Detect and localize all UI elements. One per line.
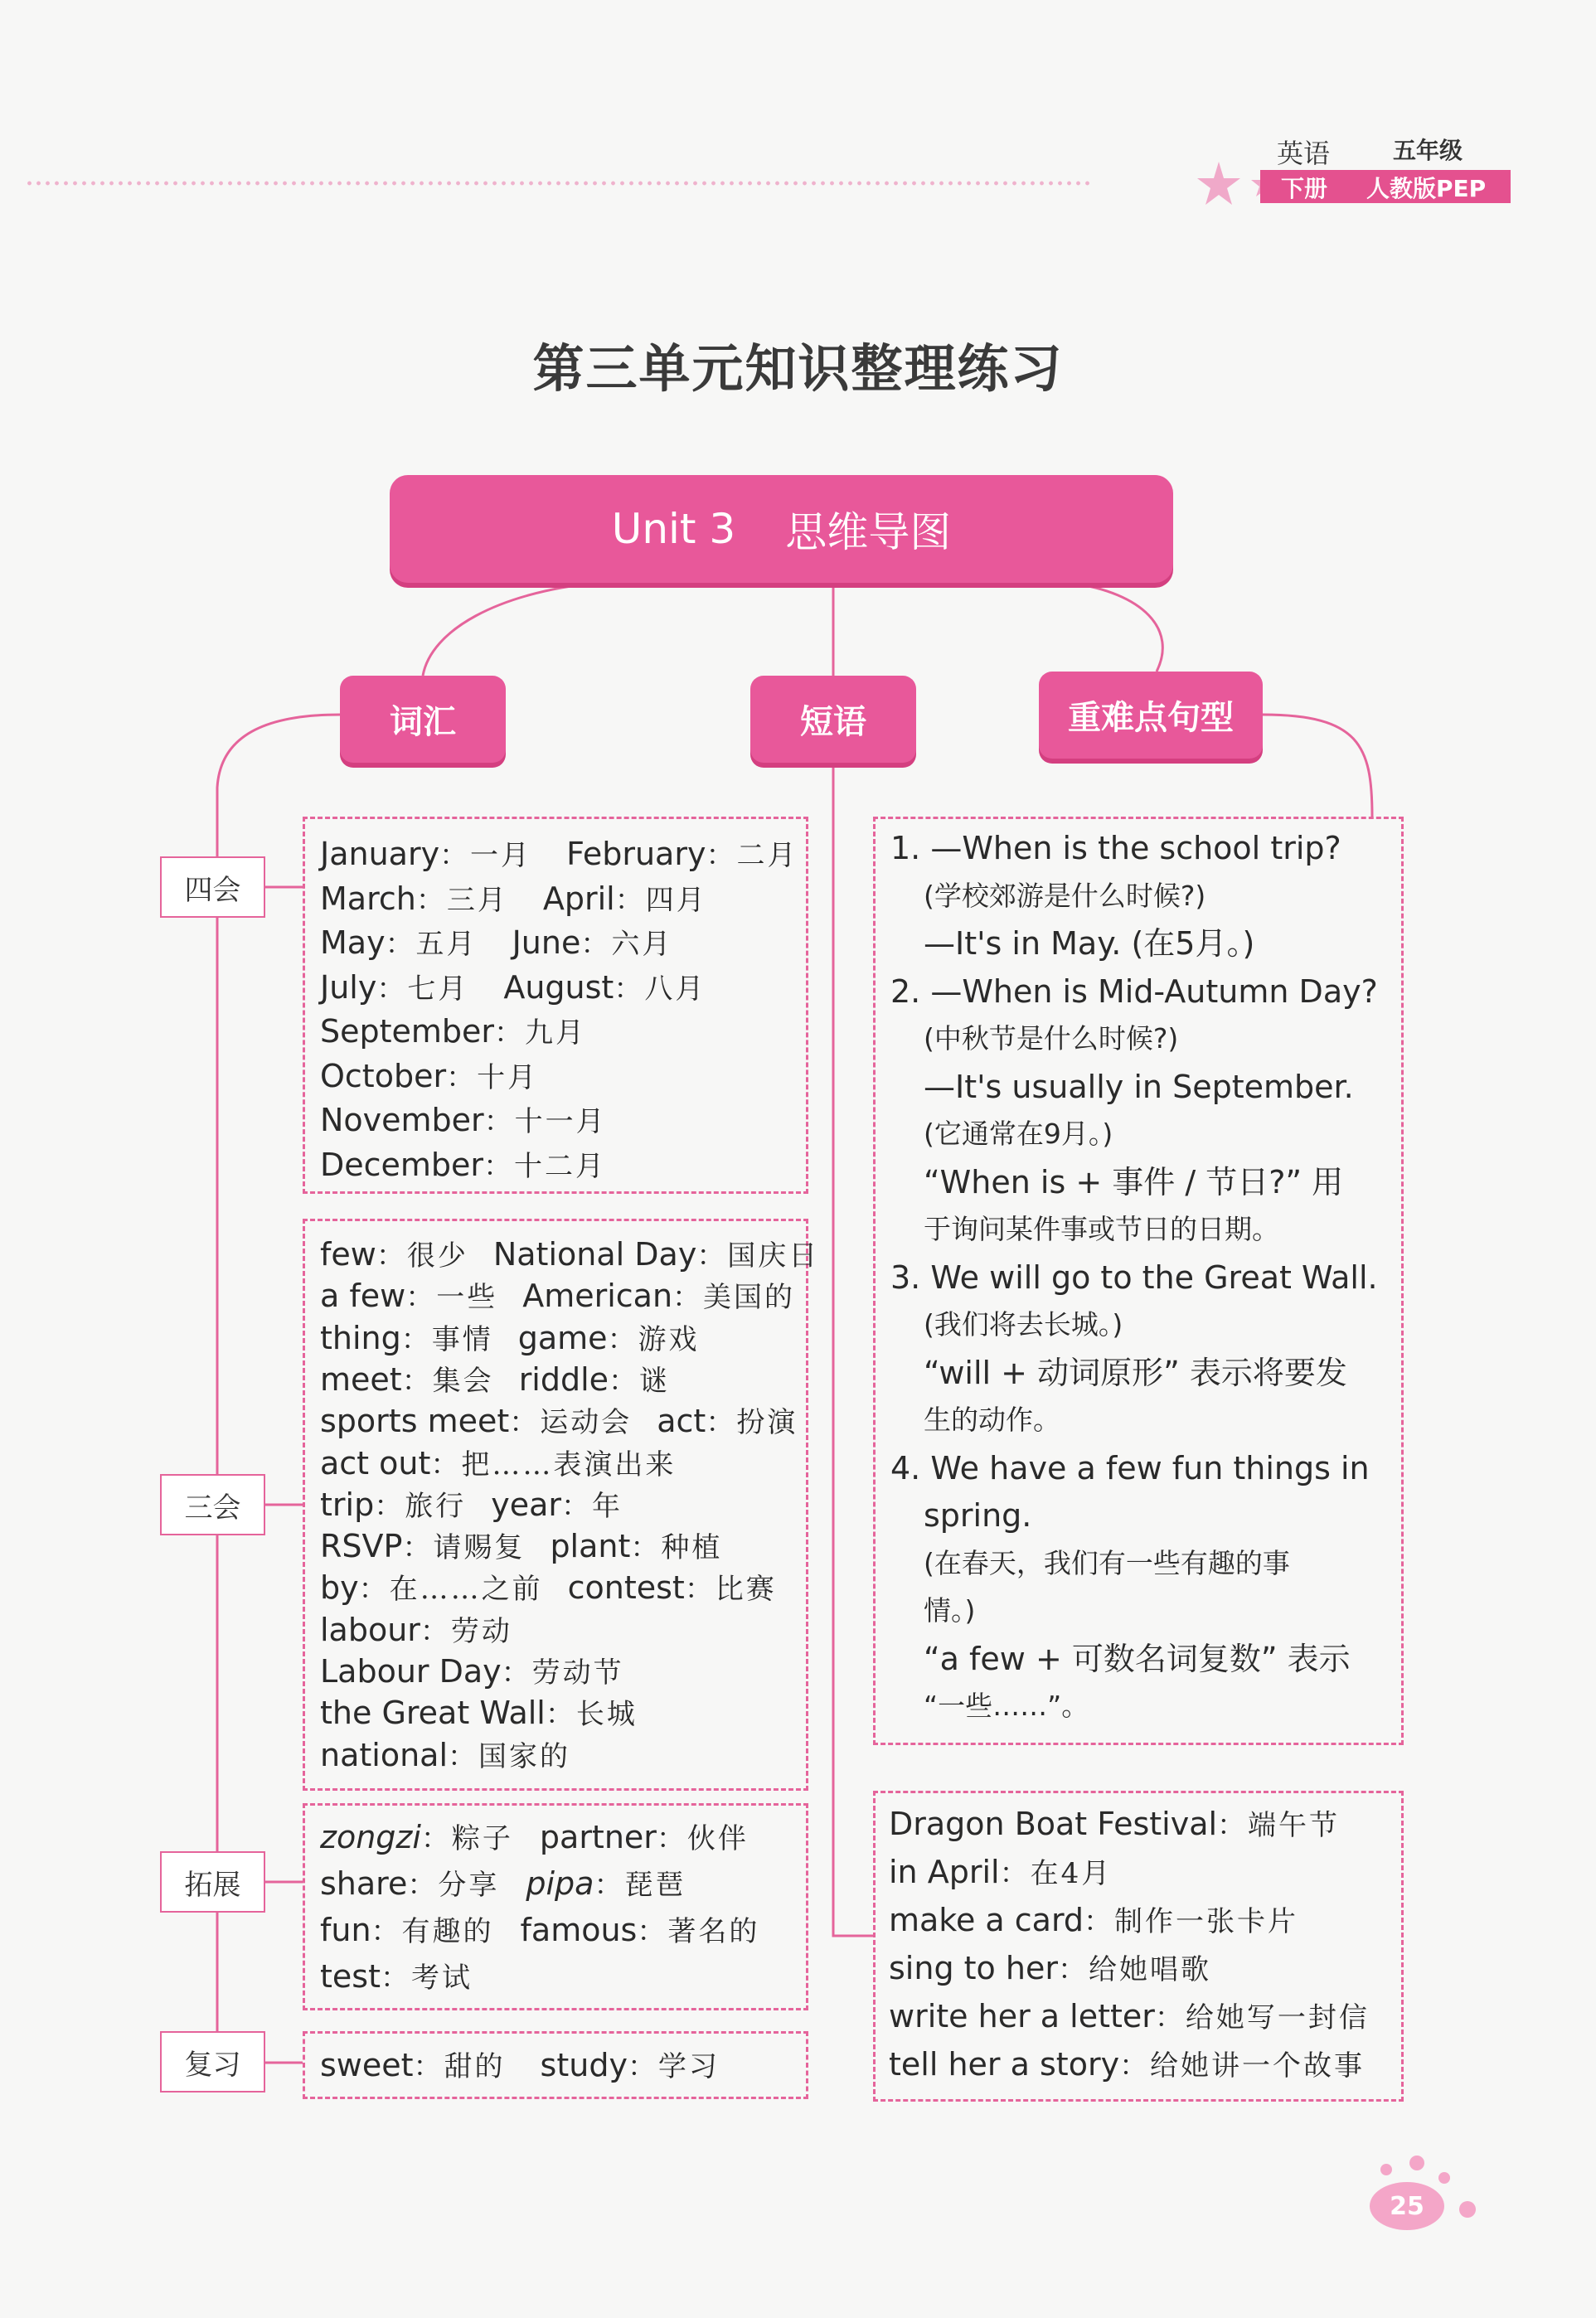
vocab-meaning: ：七月 xyxy=(376,972,469,1006)
vocab-line xyxy=(320,1651,624,1694)
sentence-line: 于询问某件事或节日的日期。 xyxy=(924,1213,1279,1245)
vocab-meaning: ：一些 xyxy=(405,1281,498,1315)
vocab-line xyxy=(320,1275,795,1318)
vocab-line xyxy=(320,1734,570,1777)
sentence-line: “When is + 事件 / 节日?” 用 xyxy=(924,1163,1344,1200)
vocab-word: fun xyxy=(320,1912,371,1948)
vocab-meaning: ：粽子 xyxy=(420,1822,513,1855)
sentence-line: 1. —When is the school trip? xyxy=(890,830,1341,866)
vocab-word: February xyxy=(566,836,706,872)
category-vocab: 词汇 xyxy=(340,676,506,763)
vocab-line xyxy=(320,1011,586,1054)
vocab-three-box xyxy=(303,1219,820,1791)
vocab-line xyxy=(320,1909,759,1952)
vocab-meaning: ：九月 xyxy=(494,1016,587,1050)
vocab-meaning: ：在……之前 xyxy=(358,1573,543,1607)
phrase-line xyxy=(889,2044,1365,2087)
vocab-word: few xyxy=(320,1236,376,1273)
vocab-meaning: ：一月 xyxy=(439,839,532,872)
sentence-line: “一些……”。 xyxy=(924,1690,1089,1722)
vocab-meaning: ：甜的 xyxy=(413,2050,506,2083)
header-subject: 英语 xyxy=(1277,138,1331,169)
vocab-word: trip xyxy=(320,1486,375,1523)
vocab-line xyxy=(320,967,706,1010)
level-label-four: 四会 xyxy=(160,856,265,918)
vocab-word: April xyxy=(542,880,615,917)
root-unit: Unit 3 xyxy=(611,505,736,553)
mindmap-root xyxy=(390,475,1173,583)
vocab-line xyxy=(320,878,707,921)
vocab-meaning: ：二月 xyxy=(706,839,798,872)
phrase-english: in April xyxy=(889,1854,1000,1890)
phrase-meaning: ：在4月 xyxy=(999,1857,1113,1890)
vocab-line xyxy=(320,1144,606,1187)
phrase-meaning: ：给她讲一个故事 xyxy=(1119,2049,1366,2083)
vocab-meaning: ：著名的 xyxy=(637,1915,760,1948)
phrase-english: tell her a story xyxy=(889,2046,1120,2083)
vocab-line xyxy=(320,1525,722,1569)
sentence-line: (学校郊游是什么时候?) xyxy=(924,879,1206,912)
phrase-line xyxy=(889,1851,1112,1894)
vocab-word: thing xyxy=(320,1319,401,1356)
vocab-line xyxy=(320,1443,676,1486)
vocab-meaning: ：考试 xyxy=(380,1962,473,1995)
vocab-word: sweet xyxy=(320,2047,414,2083)
category-sentences: 重难点句型 xyxy=(1039,672,1263,759)
vocab-meaning: ：分享 xyxy=(407,1869,500,1902)
sentence-line: “will + 动词原形” 表示将要发 xyxy=(924,1354,1347,1391)
sentence-line: 生的动作。 xyxy=(924,1404,1060,1436)
vocab-line xyxy=(320,1099,607,1142)
vocab-line xyxy=(320,1567,777,1610)
phrase-english: sing to her xyxy=(889,1950,1058,1986)
vocab-line xyxy=(320,1234,819,1277)
level-label-review: 复习 xyxy=(160,2031,265,2093)
sentence-line: (我们将去长城。) xyxy=(924,1308,1123,1341)
vocab-meaning: ：十一月 xyxy=(483,1105,607,1138)
sentence-line: —It's usually in September. xyxy=(924,1068,1354,1105)
level-label-extend: 拓展 xyxy=(160,1851,265,1913)
vocab-word: game xyxy=(517,1319,608,1356)
vocab-meaning: ：五月 xyxy=(385,928,478,961)
vocab-word: July xyxy=(320,968,377,1006)
vocab-word: famous xyxy=(520,1912,638,1948)
vocab-meaning: ：劳动节 xyxy=(501,1656,624,1690)
vocab-meaning: ：有趣的 xyxy=(371,1915,494,1948)
vocab-word: November xyxy=(320,1102,484,1138)
vocab-meaning: ：长城 xyxy=(545,1698,638,1732)
page-number: 25 xyxy=(1370,2182,1444,2230)
sentence-line: (中秋节是什么时候?) xyxy=(924,1022,1179,1055)
vocab-word: share xyxy=(320,1865,408,1902)
vocab-word: August xyxy=(503,968,614,1006)
vocab-meaning: ：国家的 xyxy=(448,1739,571,1773)
phrase-meaning: ：制作一张卡片 xyxy=(1084,1905,1299,1938)
vocab-line xyxy=(320,1956,473,1999)
vocab-word: partner xyxy=(539,1819,657,1855)
header-grade: 五年级 xyxy=(1393,137,1463,164)
vocab-line xyxy=(320,1400,798,1443)
vocab-word: Labour Day xyxy=(320,1653,502,1690)
vocab-word: a few xyxy=(320,1278,406,1315)
phrase-meaning: ：端午节 xyxy=(1217,1809,1341,1842)
vocab-line xyxy=(320,1055,538,1098)
vocab-meaning: ：谜 xyxy=(609,1364,671,1398)
sentence-line: (在春天，我们有一些有趣的事 xyxy=(924,1546,1290,1579)
vocab-meaning: ：集会 xyxy=(401,1364,494,1398)
vocab-word: study xyxy=(540,2047,628,2083)
sentence-line: “a few + 可数名词复数” 表示 xyxy=(924,1640,1351,1677)
vocab-meaning: ：劳动 xyxy=(420,1614,512,1648)
vocab-word: labour xyxy=(320,1611,420,1648)
sentences-box xyxy=(873,817,1404,1745)
vocab-meaning: ：伙伴 xyxy=(656,1822,749,1855)
vocab-line xyxy=(320,1609,512,1652)
vocab-line xyxy=(320,1692,638,1735)
vocab-meaning: ：八月 xyxy=(614,972,706,1006)
vocab-meaning: ：种植 xyxy=(630,1531,723,1565)
vocab-meaning: ：十二月 xyxy=(483,1149,607,1183)
vocab-meaning: ：学习 xyxy=(627,2050,720,2083)
vocab-word: national xyxy=(320,1736,449,1773)
phrase-line xyxy=(889,1996,1370,2039)
root-label: 思维导图 xyxy=(785,508,952,556)
vocab-line xyxy=(320,2044,720,2088)
phrases-box xyxy=(873,1791,1404,2102)
vocab-four-box xyxy=(303,817,808,1194)
vocab-word: March xyxy=(320,880,416,917)
header-volume: 下册 xyxy=(1281,175,1328,202)
vocab-meaning: ：把……表演出来 xyxy=(430,1448,677,1481)
vocab-line xyxy=(320,1816,749,1860)
phrase-english: Dragon Boat Festival xyxy=(889,1806,1218,1842)
phrase-english: make a card xyxy=(889,1902,1084,1938)
page-dot xyxy=(1380,2164,1392,2175)
vocab-meaning: ：三月 xyxy=(415,883,508,917)
page-dot xyxy=(1409,2156,1424,2170)
sentence-line: 4. We have a few fun things in xyxy=(890,1449,1370,1486)
sentence-line: 2. —When is Mid-Autumn Day? xyxy=(890,972,1378,1010)
vocab-word: RSVP xyxy=(320,1528,403,1565)
vocab-meaning: ：运动会 xyxy=(509,1406,633,1440)
vocab-meaning: ：琵琶 xyxy=(594,1869,686,1902)
vocab-word: act out xyxy=(320,1444,431,1481)
phrase-meaning: ：给她写一封信 xyxy=(1154,2001,1370,2034)
vocab-word: October xyxy=(320,1057,447,1094)
vocab-line xyxy=(320,1484,623,1527)
vocab-word: June xyxy=(512,924,581,961)
level-label-three: 三会 xyxy=(160,1474,265,1535)
vocab-word: riddle xyxy=(518,1360,609,1398)
vocab-meaning: ：十月 xyxy=(446,1060,539,1094)
phrase-line xyxy=(889,1899,1298,1942)
vocab-meaning: ：扮演 xyxy=(706,1406,798,1440)
vocab-word: pipa xyxy=(526,1865,594,1902)
vocab-word: December xyxy=(320,1146,484,1183)
sentence-line: (它通常在9月。) xyxy=(924,1118,1113,1150)
vocab-meaning: ：很少 xyxy=(376,1239,468,1273)
vocab-meaning: ：请赐复 xyxy=(402,1531,526,1565)
vocab-word: test xyxy=(320,1958,381,1995)
page-dot xyxy=(1459,2201,1476,2218)
vocab-word: act xyxy=(657,1403,706,1440)
sentence-line: —It's in May. (在5月。) xyxy=(924,925,1255,962)
vocab-word: American xyxy=(522,1278,673,1315)
vocab-line xyxy=(320,1317,700,1360)
vocab-word: sports meet xyxy=(320,1403,510,1440)
phrase-meaning: ：给她唱歌 xyxy=(1057,1953,1211,1986)
vocab-word: plant xyxy=(550,1528,631,1565)
vocab-word: September xyxy=(320,1013,495,1050)
page-title: 第三单元知识整理练习 xyxy=(532,338,1064,399)
vocab-word: January xyxy=(320,836,440,872)
vocab-line xyxy=(320,1359,670,1402)
vocab-line xyxy=(320,922,672,965)
vocab-meaning: ：四月 xyxy=(614,883,707,917)
vocab-word: year xyxy=(491,1486,561,1523)
vocab-word: May xyxy=(320,924,386,961)
phrase-line xyxy=(889,1803,1340,1846)
vocab-word: the Great Wall xyxy=(320,1695,546,1732)
vocab-meaning: ：事情 xyxy=(400,1322,493,1356)
vocab-word: National Day xyxy=(492,1236,697,1273)
vocab-meaning: ：美国的 xyxy=(672,1281,796,1315)
vocab-meaning: ：六月 xyxy=(580,928,673,961)
vocab-word: contest xyxy=(567,1569,685,1607)
page-dot xyxy=(1438,2172,1450,2184)
phrase-english: write her a letter xyxy=(889,1998,1155,2034)
vocab-extend-box xyxy=(303,1803,808,2010)
vocab-word: zongzi xyxy=(320,1819,421,1855)
header-edition: 人教版PEP xyxy=(1366,175,1487,202)
phrase-line xyxy=(889,1947,1211,1991)
vocab-word: by xyxy=(320,1569,359,1607)
vocab-meaning: ：年 xyxy=(560,1489,623,1523)
vocab-meaning: ：旅行 xyxy=(374,1489,467,1523)
sentence-line: 3. We will go to the Great Wall. xyxy=(890,1258,1378,1296)
vocab-meaning: ：游戏 xyxy=(607,1322,700,1356)
sentence-line: 情。) xyxy=(924,1594,976,1627)
vocab-word: meet xyxy=(320,1360,402,1398)
sentence-line: spring. xyxy=(924,1497,1032,1534)
vocab-meaning: ：国庆日 xyxy=(696,1239,820,1273)
category-phrases: 短语 xyxy=(750,676,916,763)
vocab-line xyxy=(320,833,798,876)
vocab-meaning: ：比赛 xyxy=(684,1573,777,1607)
vocab-line xyxy=(320,1863,686,1906)
vocab-review-box xyxy=(303,2031,808,2099)
